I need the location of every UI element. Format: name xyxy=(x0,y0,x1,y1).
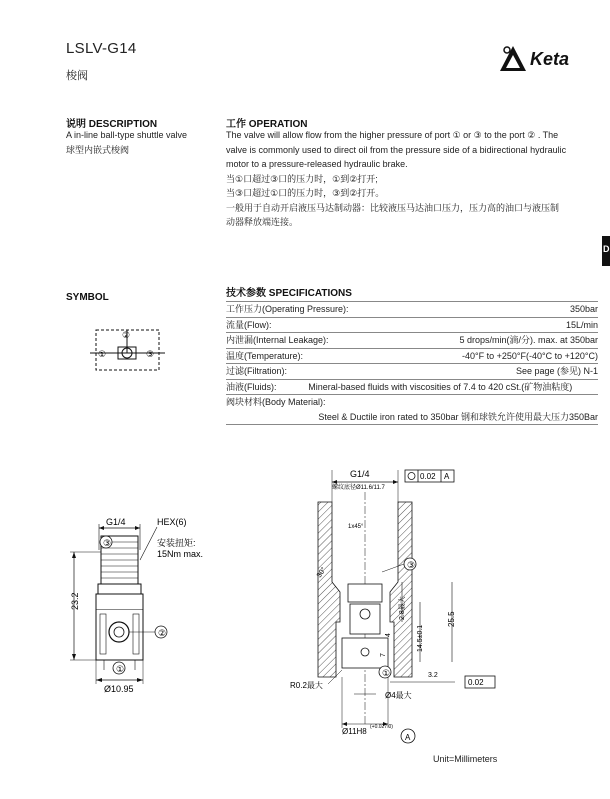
spec-row: 流量(Flow): 15L/min xyxy=(226,318,598,334)
description-text: A in-line ball-type shuttle valve 球型内嵌式梭阀 xyxy=(66,130,188,155)
shuttle-valve-symbol xyxy=(90,325,165,375)
operation-heading: 工作 OPERATION xyxy=(226,119,308,130)
section-tab: D xyxy=(602,236,610,266)
description-heading: 说明 DESCRIPTION xyxy=(66,119,158,130)
spec-row: 工作压力(Operating Pressure): 350bar xyxy=(226,302,598,318)
svg-text:③: ③ xyxy=(103,538,112,548)
svg-text:30°: 30° xyxy=(315,566,328,580)
thread-note: 螺纹底径Ø11.6/11.7 xyxy=(332,485,385,491)
spec-row: 油液(Fluids): Mineral-based fluids with viscosities of 7.4 to 420 cSt.(矿物油粘度) xyxy=(226,380,598,396)
svg-text:3.2: 3.2 xyxy=(428,672,438,679)
svg-text:14.5±0.1: 14.5±0.1 xyxy=(417,624,424,652)
torque-value: 15Nm max. xyxy=(157,549,204,559)
brand-logo xyxy=(498,44,594,74)
specifications-heading: 技术参数 SPECIFICATIONS xyxy=(226,288,352,299)
spec-row: 内泄漏(Internal Leakage): 5 drops/min(滴/分). max. at 350bar xyxy=(226,333,598,349)
operation-text: The valve will allow flow from the higher pressure of port ① or ③ to the port ② . The valve is commonly used to direct oil from the pressure side of a bidirectional hydraulic motor to a pressure-released hydraulic brake. 当①口超过③口的压力时，①到②打开; 当③口超过①口的压力时，③到②打开。 一般用于自动开启液压马达制动器：比较液压马达油口压力，压力高的油口与液压制 动器释放端连接。 xyxy=(226,130,567,227)
torque-label: 安装扭矩: xyxy=(157,538,196,548)
svg-text:0.02: 0.02 xyxy=(468,678,484,687)
units-note: Unit=Millimeters xyxy=(433,754,498,764)
thread-label: G1/4 xyxy=(106,517,126,527)
cavity-thread-label: G1/4 xyxy=(350,469,370,479)
product-name: 梭阀 xyxy=(66,70,88,82)
svg-text:2.8最大: 2.8最大 xyxy=(399,596,406,620)
model-number: LSLV-G14 xyxy=(66,40,137,57)
svg-text:①: ① xyxy=(116,664,125,674)
svg-text:7: 7 xyxy=(380,653,387,657)
svg-text:A: A xyxy=(444,472,450,481)
svg-text:③: ③ xyxy=(407,560,416,570)
svg-text:0.02: 0.02 xyxy=(420,472,436,481)
svg-text:4: 4 xyxy=(385,633,392,637)
svg-text:(+0.027 0): (+0.027 0) xyxy=(370,724,393,730)
keta-logo-icon xyxy=(498,44,528,74)
spec-row: 温度(Temperature): -40°F to +250°F(-40°C to +120°C) xyxy=(226,349,598,365)
spec-row: 过滤(Filtration): See page (参见) N-1 xyxy=(226,364,598,380)
cavity-section-drawing xyxy=(290,462,500,752)
svg-text:③: ③ xyxy=(146,349,155,359)
svg-text:②: ② xyxy=(158,628,167,638)
height-dimension: 23.2 xyxy=(70,592,80,610)
svg-text:①: ① xyxy=(382,668,391,678)
specifications-table xyxy=(226,302,598,425)
radius-label: R0.2最大 xyxy=(290,681,323,690)
svg-text:②: ② xyxy=(122,330,131,340)
brand-name: Keta xyxy=(530,49,570,69)
valve-outline-drawing xyxy=(60,510,230,725)
svg-text:Ø4最大: Ø4最大 xyxy=(385,691,412,700)
bore-dimension: Ø11H8 xyxy=(342,727,367,736)
spec-row: Steel & Ductile iron rated to 350bar 钢和球铁允许使用最大压力350Bar xyxy=(226,410,598,426)
hex-label: HEX(6) xyxy=(157,517,187,527)
chamfer-label: 1x45° xyxy=(348,524,364,530)
spec-row: 阀块材料(Body Material): xyxy=(226,397,326,407)
svg-text:A: A xyxy=(405,733,411,742)
svg-text:25.5: 25.5 xyxy=(447,611,456,627)
diameter-dimension: Ø10.95 xyxy=(104,684,134,694)
svg-text:①: ① xyxy=(98,349,107,359)
symbol-heading: SYMBOL xyxy=(66,292,109,303)
